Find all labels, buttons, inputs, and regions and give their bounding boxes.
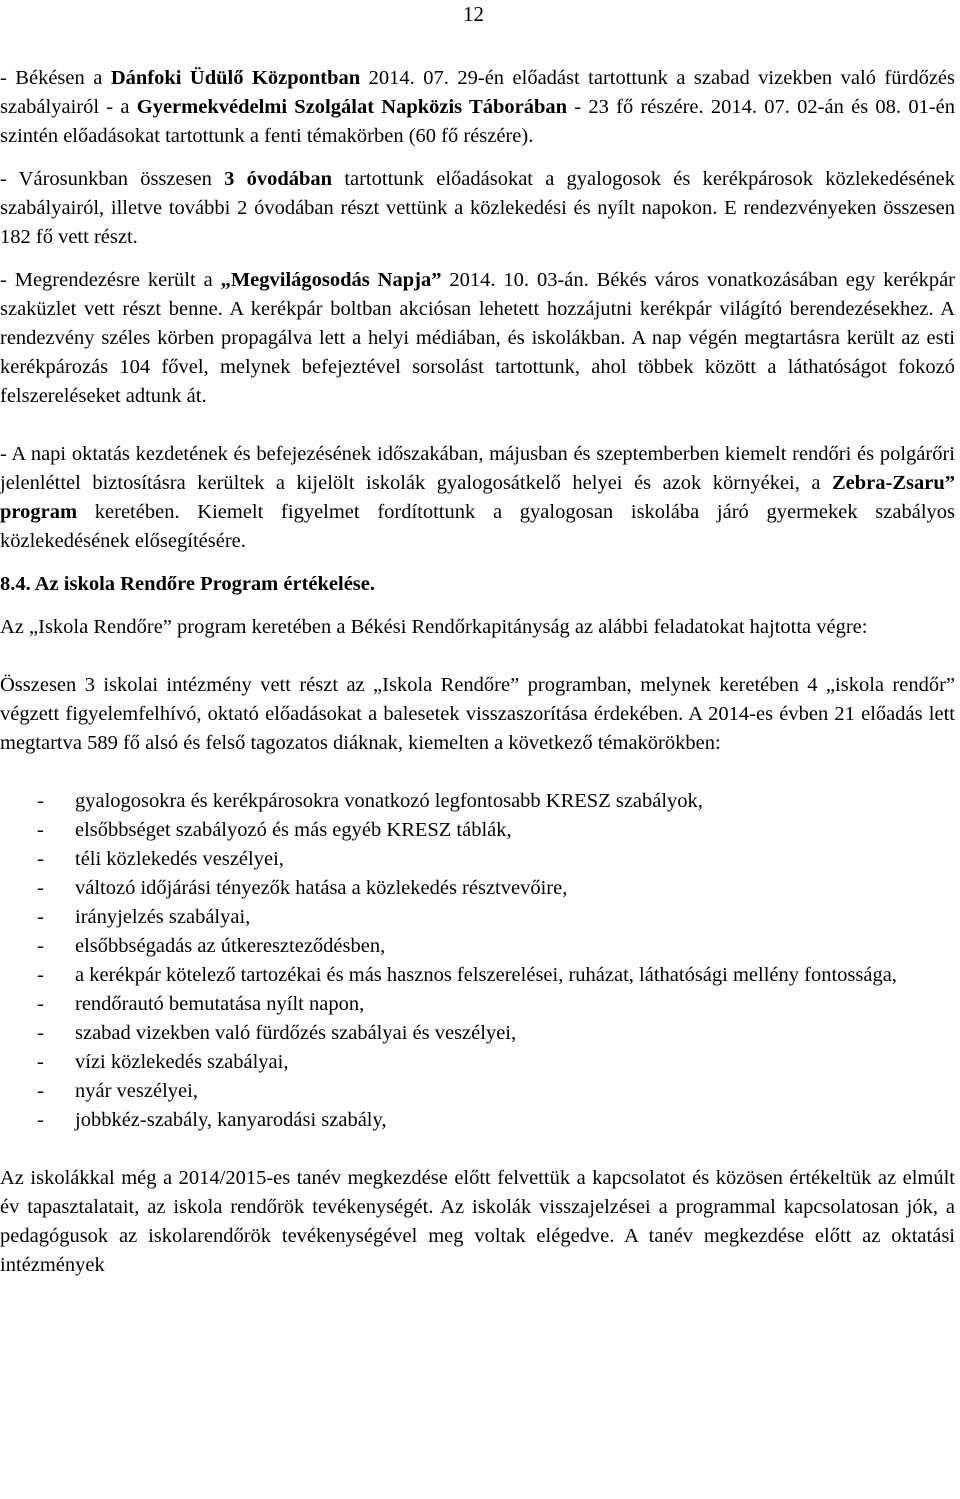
list-item [0, 990, 955, 1019]
text-run: - A napi oktatás kezdetének és befejezésének időszakában, májusban és szeptemberben kiemelt rendőri és polgárőri jelenléttel biztosításra kerültek a kijelölt iskolák gyalogosátkelő helyei és azok környékei, a [0, 443, 955, 494]
spacer [0, 151, 955, 165]
spacer [0, 599, 955, 613]
spacer [0, 642, 955, 671]
text-run: - 23 fő részére. 2014. 07. 02-án és 08. 01-én szintén előadásokat tartottunk a fenti témakörben (60 fő részére). [0, 96, 955, 147]
list-item-text: elsőbbségadás az útkereszteződésben, [75, 935, 386, 957]
paragraph-enlightenment-day [0, 266, 955, 411]
dash-bullet: - [37, 964, 44, 986]
text-run: - Városunkban összesen [0, 168, 225, 190]
section-heading: 8.4. Az iskola Rendőre Program értékelése. [0, 573, 375, 595]
paragraph-school-feedback: Az iskolákkal még a 2014/2015-es tanév megkezdése előtt felvettük a kapcsolatot és közösen értékeltük az elmúlt év tapasztalatait, az iskola rendőrök tevékenységét. Az iskolák visszajelzései a programmal kapcsolatosan jók, a pedagógusok az iskolarendőrök tevékenységével meg voltak elégedve. A tanév megkezdése előtt az oktatási intézmények [0, 1167, 955, 1276]
bold-run: „Megvilágosodás Napja” [220, 269, 442, 291]
text-run: 2014. 07. 29-én előadást tartottunk a szabad vizekben való fürdőzés szabályairól - a [0, 67, 955, 118]
list-item-text: változó időjárási tényezők hatása a közlekedés résztvevőire, [75, 877, 568, 899]
bold-run: Zebra-Zsaru” program [0, 472, 955, 523]
spacer [0, 556, 955, 570]
text-run: tartottunk előadásokat a gyalogosok és kerékpárosok közlekedésének szabályairól, illetve további 2 óvodában részt vettünk a közlekedési és nyílt napokon. E rendezvényeken összesen 182 fő vett részt. [0, 168, 955, 248]
list-item [0, 787, 955, 816]
list-item-text: gyalogosokra és kerékpárosokra vonatkozó legfontosabb KRESZ szabályok, [75, 790, 703, 812]
list-item [0, 961, 955, 990]
dash-bullet: - [37, 1080, 44, 1102]
list-item-text: irányjelzés szabályai, [75, 906, 251, 928]
dash-bullet: - [37, 1109, 44, 1131]
spacer [0, 411, 955, 440]
list-item [0, 1019, 955, 1048]
topic-list [0, 787, 955, 1135]
list-item-text: rendőrautó bemutatása nyílt napon, [75, 993, 365, 1015]
paragraph-zebra-program [0, 440, 955, 556]
dash-bullet: - [37, 877, 44, 899]
dash-bullet: - [37, 906, 44, 928]
paragraph-program-summary: Összesen 3 iskolai intézmény vett részt az „Iskola Rendőre” programban, melynek keretében 4 „iskola rendőr” végzett figyelemfelhívó, oktató előadásokat a balesetek visszaszorítása érdekében. A 2014-es évben 21 előadás lett megtartva 589 fő alsó és felső tagozatos diáknak, kiemelten a következő témakörökben: [0, 674, 955, 754]
list-item [0, 1077, 955, 1106]
dash-bullet: - [37, 790, 44, 812]
list-item-text: jobbkéz-szabály, kanyarodási szabály, [75, 1109, 387, 1131]
list-item-text: vízi közlekedés szabályai, [75, 1051, 289, 1073]
text-run: - Békésen a [0, 67, 111, 89]
dash-bullet: - [37, 993, 44, 1015]
dash-bullet: - [37, 1051, 44, 1073]
list-item [0, 874, 955, 903]
list-item-text: szabad vizekben való fürdőzés szabályai és veszélyei, [75, 1022, 517, 1044]
list-item-text: elsőbbséget szabályozó és más egyéb KRESZ táblák, [75, 819, 512, 841]
bold-run: Dánfoki Üdülő Központban [110, 67, 361, 89]
paragraph-dánfoki [0, 64, 955, 151]
spacer [0, 758, 955, 787]
list-item [0, 1106, 955, 1135]
page-number: 12 [463, 2, 484, 26]
list-item [0, 903, 955, 932]
list-item [0, 932, 955, 961]
text-run: - Megrendezésre került a [0, 269, 221, 291]
list-item [0, 1048, 955, 1077]
paragraph-kindergartens [0, 165, 955, 252]
text-run: 2014. 10. 03-án. Békés város vonatkozásában egy kerékpár szaküzlet vett részt benne. A kerékpár boltban akciósan lehetett hozzájutni kerékpár világító berendezésekhez. A rendezvény széles körben propagálva lett a helyi médiában, és iskolákban. A nap végén megtartásra került az esti kerékpározás 104 fővel, melynek befejeztével sorsolást tartottunk, ahol többek között a láthatóságot fokozó felszereléseket adtunk át. [0, 269, 955, 407]
dash-bullet: - [37, 935, 44, 957]
list-item-text: téli közlekedés veszélyei, [75, 848, 284, 870]
list-item-text: a kerékpár kötelező tartozékai és más hasznos felszerelései, ruházat, láthatósági mellény fontossága, [75, 964, 897, 986]
bold-run: 3 óvodában [224, 168, 333, 190]
spacer [0, 1135, 955, 1164]
spacer [0, 252, 955, 266]
page-content [0, 64, 955, 1280]
list-item-text: nyár veszélyei, [75, 1080, 198, 1102]
text-run: keretében. Kiemelt figyelmet fordítottunk a gyalogosan iskolába járó gyermekek szabályos közlekedésének elősegítésére. [0, 501, 955, 552]
paragraph-program-intro: Az „Iskola Rendőre” program keretében a Békési Rendőrkapitányság az alábbi feladatokat hajtotta végre: [0, 616, 868, 638]
list-item [0, 816, 955, 845]
dash-bullet: - [37, 819, 44, 841]
dash-bullet: - [37, 848, 44, 870]
dash-bullet: - [37, 1022, 44, 1044]
bold-run: Gyermekvédelmi Szolgálat Napközis Táborában [136, 96, 568, 118]
list-item [0, 845, 955, 874]
